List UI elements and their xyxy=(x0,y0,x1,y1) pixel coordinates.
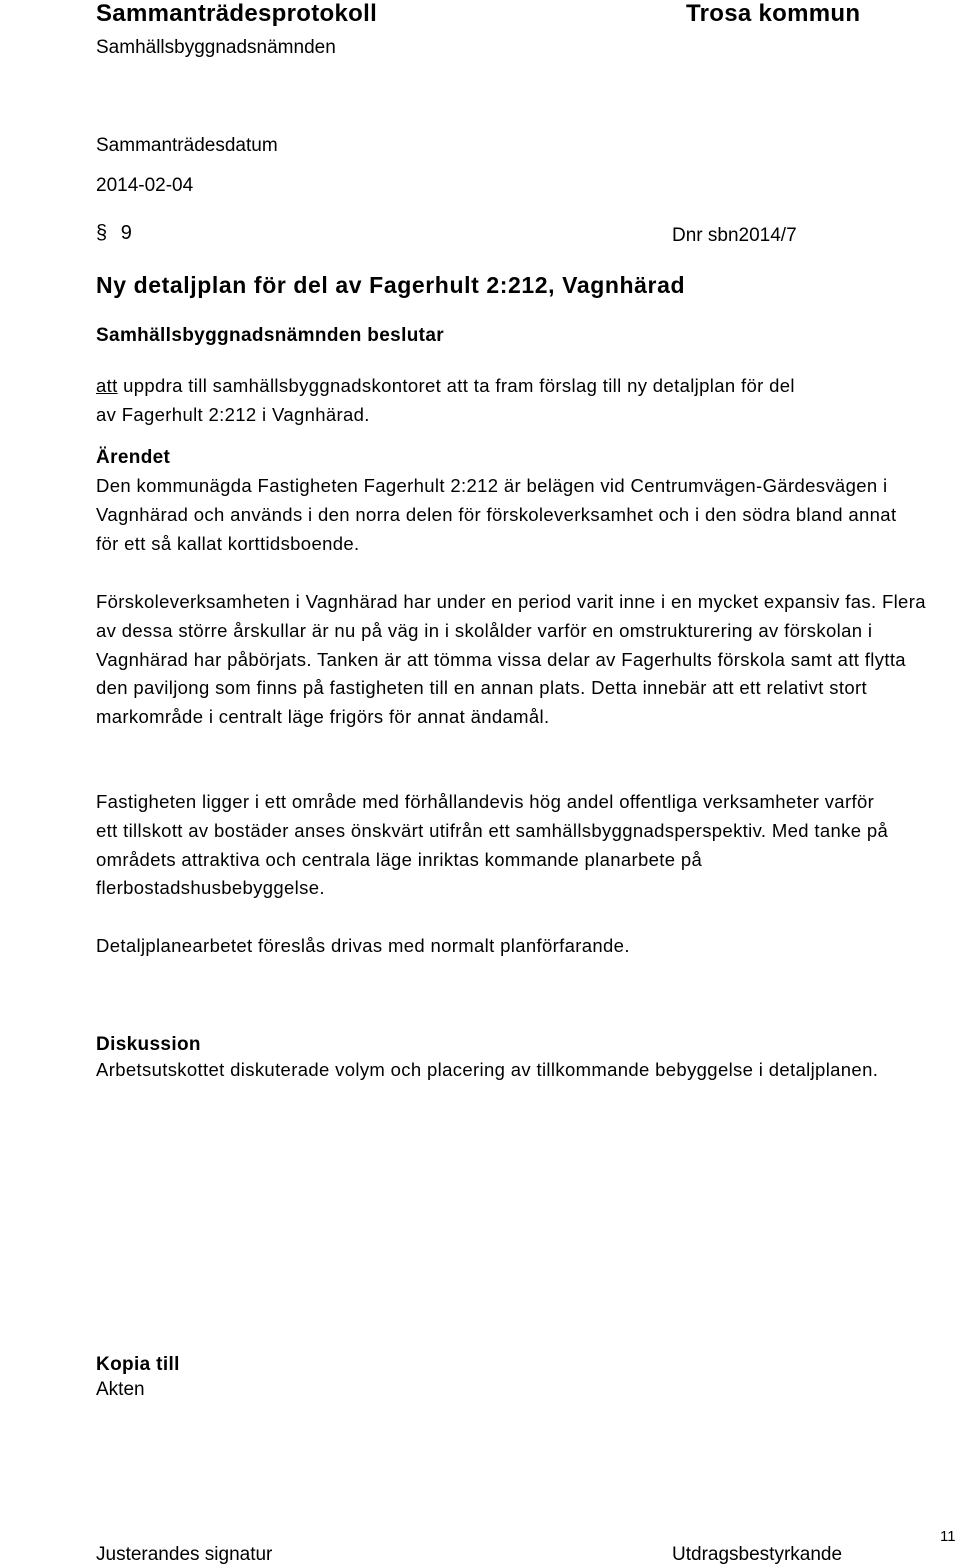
decision-line-2: av Fagerhult 2:212 i Vagnhärad. xyxy=(96,403,370,425)
decision-line-1: uppdra till samhällsbyggnadskontoret att ta fram förslag till ny detaljplan för del xyxy=(117,375,795,396)
arendet-paragraph-4 xyxy=(96,932,946,961)
decision-heading: Samhällsbyggnadsnämnden beslutar xyxy=(96,325,445,346)
diskussion-paragraph xyxy=(96,1056,926,1085)
meeting-date: 2014-02-04 xyxy=(96,175,194,196)
arendet-text: Fastigheten ligger i ett område med förhållandevis hög andel offentliga verksamheter varför ett tillskott av bostäder anses önskvärt utifrån ett samhällsbyggnadsperspektiv. Med tanke på områdets attraktiva och centrala läge inriktas kommande planarbete på flerbostadshusbebyggelse. xyxy=(96,791,889,899)
arendet-paragraph-3 xyxy=(96,788,896,903)
diary-number: Dnr sbn2014/7 xyxy=(672,225,797,246)
arendet-text: Detaljplanearbetet föreslås drivas med normalt planförfarande. xyxy=(96,935,630,956)
excerpt-label: Utdragsbestyrkande xyxy=(672,1544,843,1565)
att-keyword: att xyxy=(96,375,118,396)
organization-name: Trosa kommun xyxy=(686,0,861,27)
committee-name: Samhällsbyggnadsnämnden xyxy=(96,37,336,58)
meeting-date-label: Sammanträdesdatum xyxy=(96,135,278,156)
arendet-paragraph-2 xyxy=(96,588,936,732)
diskussion-heading: Diskussion xyxy=(96,1034,201,1055)
document-type: Sammanträdesprotokoll xyxy=(96,0,378,27)
item-title: Ny detaljplan för del av Fagerhult 2:212, Vagnhärad xyxy=(96,272,686,298)
arendet-text: Den kommunägda Fastigheten Fagerhult 2:212 är belägen vid Centrumvägen-Gärdesvägen i Vagnhärad och används i den norra delen för förskoleverksamhet och i den södra bland annat för ett så kallat korttidsboende. xyxy=(96,475,897,554)
item-number-row xyxy=(96,222,132,245)
arendet-heading: Ärendet xyxy=(96,447,171,468)
signature-label: Justerandes signatur xyxy=(96,1544,273,1565)
arendet-text: Förskoleverksamheten i Vagnhärad har under en period varit inne i en mycket expansiv fas. Flera av dessa större årskullar är nu på väg in i skolålder varför en omstrukturering av förskolan i Vagnhärad har påbörjats. Tanken är att tömma vissa delar av Fagerhults förskola samt att flytta den paviljong som finns på fastigheten till en annan plats. Detta innebär att ett relativt stort markområde i centralt läge frigörs för annat ändamål. xyxy=(96,591,926,728)
diskussion-text: Arbetsutskottet diskuterade volym och placering av tillkommande bebyggelse i detaljplanen. xyxy=(96,1059,879,1080)
kopia-recipient: Akten xyxy=(96,1379,145,1400)
section-sign-icon: § xyxy=(96,222,108,244)
kopia-heading: Kopia till xyxy=(96,1354,180,1375)
page-number: 11 xyxy=(940,1528,956,1545)
arendet-paragraph-1 xyxy=(96,472,911,558)
item-number: 9 xyxy=(120,222,132,244)
decision-text xyxy=(96,372,946,430)
